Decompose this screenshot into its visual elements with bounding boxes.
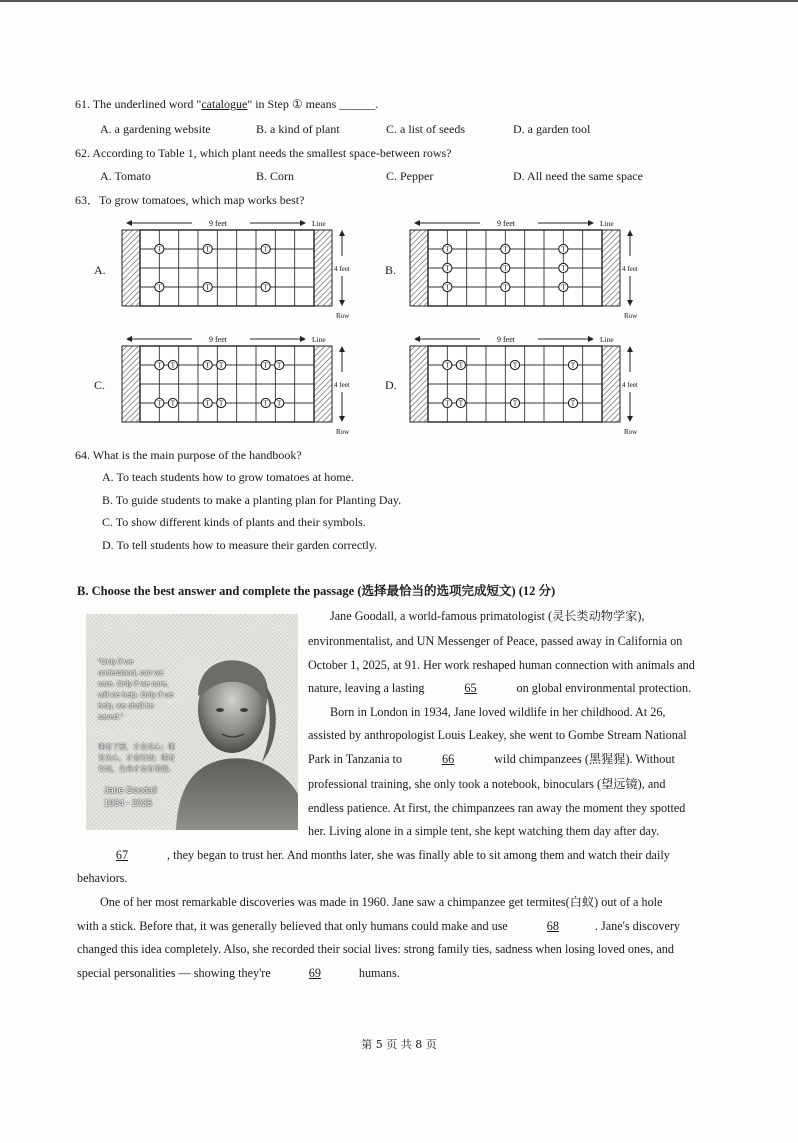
map-c-width-arrowhead <box>126 336 132 342</box>
map-d-height-arrowhead <box>627 346 633 352</box>
passage-p2-line4: professional training, she only took a notebook, binoculars (望远镜), and <box>308 777 666 791</box>
svg-text:T: T <box>445 399 450 408</box>
passage-p1-line3: October 1, 2025, at 91. Her work reshaped human connection with animals and <box>308 658 695 672</box>
page-top-edge <box>0 0 798 2</box>
photo-caption-years: 1934 - 2025 <box>104 798 153 808</box>
q61-option-d[interactable]: D. a garden tool <box>513 122 591 136</box>
tomato-marker-icon <box>443 282 452 291</box>
svg-text:T: T <box>170 361 176 370</box>
photo-quote: "Only if we understand, can we care. Only if we care, will we help. Only if we help, we shall be saved." <box>98 657 174 721</box>
tomato-marker-icon <box>559 282 568 291</box>
svg-text:T: T <box>170 399 176 408</box>
map-a-line-label: Line <box>312 219 326 228</box>
blank-69[interactable]: 69 <box>308 966 321 980</box>
svg-text:T: T <box>503 245 508 254</box>
q62-option-b[interactable]: B. Corn <box>256 169 295 183</box>
map-c-width-arrowhead <box>300 336 306 342</box>
map-a-height-label: 4 feet <box>334 265 350 273</box>
tomato-marker-icon <box>275 398 284 407</box>
svg-text:T: T <box>263 361 268 370</box>
tomato-marker-icon <box>155 398 164 407</box>
svg-text:T: T <box>219 361 224 370</box>
map-c-height-arrowhead <box>339 416 345 422</box>
tomato-marker-icon <box>203 398 212 407</box>
svg-text:T: T <box>445 361 450 370</box>
tomato-marker-icon <box>568 398 577 407</box>
map-c-label[interactable]: C. <box>94 378 106 392</box>
svg-text:T: T <box>205 245 210 254</box>
passage-p2-line5: endless patience. At first, the chimpanzees ran away the moment they spotted <box>308 801 686 815</box>
svg-text:T: T <box>503 283 508 292</box>
q62-option-c[interactable]: C. Pepper <box>386 169 434 183</box>
page-footer: 第 5 页 共 8 页 <box>361 1038 437 1051</box>
map-c-width-label: 9 feet <box>209 335 227 344</box>
map-d-width-arrowhead <box>414 336 420 342</box>
question-63-stem: 63．To grow tomatoes, which map works best? <box>75 193 305 207</box>
map-c-line-label: Line <box>312 335 326 344</box>
passage-p2-line6: her. Living alone in a simple tent, she kept watching them day after day. <box>308 824 660 838</box>
tomato-marker-icon <box>559 263 568 272</box>
map-a-label[interactable]: A. <box>94 263 106 277</box>
map-d-left-wall <box>410 346 428 422</box>
map-c-left-wall <box>122 346 140 422</box>
blank-67[interactable]: 67 <box>115 848 129 862</box>
map-a-height-arrowhead <box>339 300 345 306</box>
jane-goodall-photo <box>86 614 298 830</box>
tomato-marker-icon <box>168 360 177 369</box>
tomato-marker-icon <box>568 360 577 369</box>
svg-text:T: T <box>561 245 566 254</box>
passage-p2-line3: Park in Tanzania to 66 wild chimpanzees (黑猩猩). Without <box>308 748 675 771</box>
passage-p3-line3: changed this idea completely. Also, she recorded their social lives: strong family ties, sadness when losing loved ones, and <box>77 942 674 956</box>
question-62-stem: 62. According to Table 1, which plant needs the smallest space-between rows? <box>75 146 452 160</box>
q61-option-b[interactable]: B. a kind of plant <box>256 122 340 136</box>
tomato-marker-icon <box>261 282 270 291</box>
svg-text:T: T <box>205 361 210 370</box>
svg-text:T: T <box>512 361 518 370</box>
tomato-marker-icon <box>456 398 465 407</box>
map-d-line-label: Line <box>600 335 614 344</box>
svg-text:T: T <box>277 361 282 370</box>
map-b-row-label: Row <box>624 312 638 320</box>
svg-text:T: T <box>503 264 508 273</box>
map-c-height-label: 4 feet <box>334 381 350 389</box>
svg-text:T: T <box>157 245 162 254</box>
svg-text:T: T <box>157 283 162 292</box>
blank-65[interactable]: 65 <box>464 681 477 695</box>
map-c[interactable] <box>120 330 360 440</box>
tomato-marker-icon <box>456 360 465 369</box>
passage-p3-line4: special personalities — showing they're 69 humans. <box>77 962 400 985</box>
map-a-row-label: Row <box>336 312 350 320</box>
svg-text:T: T <box>445 264 450 273</box>
svg-text:T: T <box>219 399 224 408</box>
svg-text:T: T <box>570 399 576 408</box>
tomato-marker-icon <box>217 360 226 369</box>
passage-p2-line7: 67 , they began to trust her. And months later, she was finally able to sit among them and watch their daily <box>77 844 670 867</box>
question-61-stem: 61. The underlined word "catalogue" in Step ① means ______. <box>75 97 379 111</box>
tomato-marker-icon <box>501 263 510 272</box>
tomato-marker-icon <box>443 398 452 407</box>
q62-option-d[interactable]: D. All need the same space <box>513 169 643 183</box>
svg-text:T: T <box>157 399 162 408</box>
photo-caption-name: Jane Goodall <box>104 785 158 795</box>
tomato-marker-icon <box>261 398 270 407</box>
passage-p2-line2: assisted by anthropologist Louis Leakey, she went to Gombe Stream National <box>308 728 687 742</box>
map-b-left-wall <box>410 230 428 306</box>
q64-option-d[interactable]: D. To tell students how to measure their garden correctly. <box>102 538 378 552</box>
svg-text:T: T <box>205 399 210 408</box>
tomato-marker-icon <box>155 244 164 253</box>
q61-option-c[interactable]: C. a list of seeds <box>386 122 465 136</box>
tomato-marker-icon <box>155 282 164 291</box>
passage-p1-line4: nature, leaving a lasting 65 on global environmental protection. <box>308 677 691 700</box>
svg-text:T: T <box>157 361 162 370</box>
map-d-width-arrowhead <box>588 336 594 342</box>
tomato-marker-icon <box>203 244 212 253</box>
tomato-marker-icon <box>203 360 212 369</box>
map-b-height-label: 4 feet <box>622 265 638 273</box>
svg-text:T: T <box>512 399 518 408</box>
tomato-marker-icon <box>510 398 519 407</box>
map-a[interactable] <box>120 214 360 324</box>
blank-66[interactable]: 66 <box>441 752 455 766</box>
map-c-right-wall <box>314 346 332 422</box>
svg-text:T: T <box>205 283 210 292</box>
photo-caption <box>104 784 157 810</box>
tomato-marker-icon <box>510 360 519 369</box>
q64-option-b[interactable]: B. To guide students to make a planting plan for Planting Day. <box>102 493 402 507</box>
passage-p2-line1: Born in London in 1934, Jane loved wildlife in her childhood. At 26, <box>330 705 666 719</box>
svg-text:T: T <box>458 361 464 370</box>
tomato-marker-icon <box>203 282 212 291</box>
svg-text:T: T <box>263 399 268 408</box>
svg-text:T: T <box>277 399 282 408</box>
svg-text:T: T <box>561 283 566 292</box>
map-d-height-label: 4 feet <box>622 381 638 389</box>
map-a-width-arrowhead <box>126 220 132 226</box>
svg-text:T: T <box>561 264 566 273</box>
tomato-marker-icon <box>443 244 452 253</box>
blank-68[interactable]: 68 <box>546 919 559 933</box>
map-d-right-wall <box>602 346 620 422</box>
map-b-width-label: 9 feet <box>497 219 515 228</box>
underlined-word: catalogue <box>201 97 248 111</box>
tomato-marker-icon <box>443 360 452 369</box>
section-b-heading: B. Choose the best answer and complete the passage (选择最恰当的选项完成短文) (12 分) <box>77 584 556 598</box>
map-a-right-wall <box>314 230 332 306</box>
map-c-row-label: Row <box>336 428 350 436</box>
passage-p1-line1: Jane Goodall, a world-famous primatologist (灵长类动物学家), <box>330 609 645 623</box>
map-b[interactable] <box>408 214 648 324</box>
map-b-width-arrowhead <box>588 220 594 226</box>
q62-option-a[interactable]: A. Tomato <box>100 169 151 183</box>
q64-option-c[interactable]: C. To show different kinds of plants and their symbols. <box>102 515 366 529</box>
tomato-marker-icon <box>443 263 452 272</box>
map-d-height-arrowhead <box>627 416 633 422</box>
map-b-height-arrowhead <box>627 230 633 236</box>
map-a-left-wall <box>122 230 140 306</box>
q61-option-a[interactable]: A. a gardening website <box>100 122 211 136</box>
map-c-height-arrowhead <box>339 346 345 352</box>
map-b-height-arrowhead <box>627 300 633 306</box>
tomato-marker-icon <box>261 360 270 369</box>
map-a-width-arrowhead <box>300 220 306 226</box>
passage-p1-line2: environmentalist, and UN Messenger of Peace, passed away in California on <box>308 634 683 648</box>
tomato-marker-icon <box>501 282 510 291</box>
svg-text:T: T <box>458 399 464 408</box>
map-b-label[interactable]: B. <box>385 263 397 277</box>
map-b-line-label: Line <box>600 219 614 228</box>
svg-text:T: T <box>263 245 268 254</box>
svg-text:T: T <box>570 361 576 370</box>
map-b-right-wall <box>602 230 620 306</box>
map-d[interactable] <box>408 330 648 440</box>
svg-text:T: T <box>445 283 450 292</box>
svg-text:T: T <box>445 245 450 254</box>
tomato-marker-icon <box>275 360 284 369</box>
map-d-label[interactable]: D. <box>385 378 397 392</box>
tomato-marker-icon <box>501 244 510 253</box>
map-a-height-arrowhead <box>339 230 345 236</box>
tomato-marker-icon <box>168 398 177 407</box>
tomato-marker-icon <box>155 360 164 369</box>
passage-p3-line2: with a stick. Before that, it was generally believed that only humans could make and use 68 . Jane's discovery <box>77 915 680 938</box>
q64-option-a[interactable]: A. To teach students how to grow tomatoes at home. <box>102 470 354 484</box>
photo-quote-chinese: 唯有了解，才会关心；唯有关心，才会行动；唯有行动，生命才会有希望。 <box>98 743 175 773</box>
tomato-marker-icon <box>217 398 226 407</box>
question-64-stem: 64. What is the main purpose of the handbook? <box>75 448 302 462</box>
tomato-marker-icon <box>559 244 568 253</box>
map-a-width-label: 9 feet <box>209 219 227 228</box>
passage-p3-line1: One of her most remarkable discoveries was made in 1960. Jane saw a chimpanzee get termites(白蚁) out of a hole <box>100 895 663 909</box>
passage-p2-line8: behaviors. <box>77 871 128 885</box>
map-b-width-arrowhead <box>414 220 420 226</box>
tomato-marker-icon <box>261 244 270 253</box>
map-d-row-label: Row <box>624 428 638 436</box>
svg-text:T: T <box>263 283 268 292</box>
map-d-width-label: 9 feet <box>497 335 515 344</box>
